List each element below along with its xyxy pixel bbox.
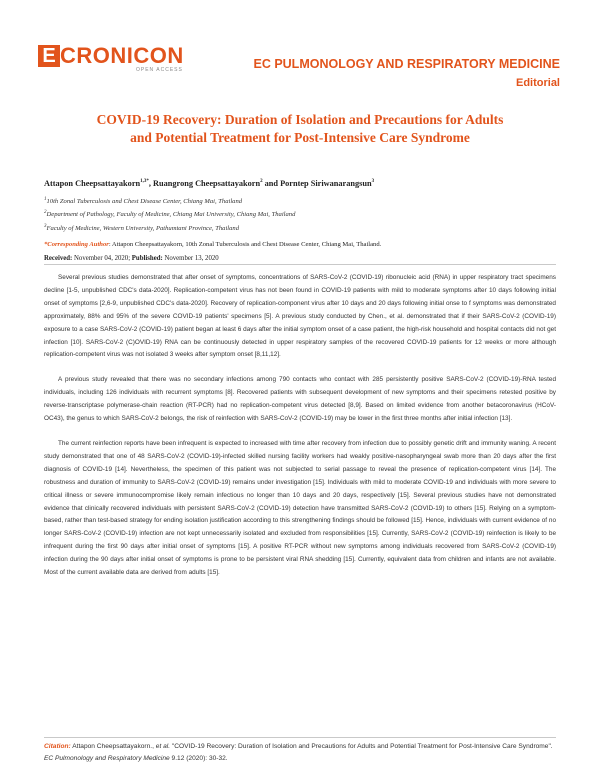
title-line-2: and Potential Treatment for Post-Intensive Care Syndrome <box>130 129 470 145</box>
divider <box>44 264 556 265</box>
author-1: Attapon Cheepsattayakorn <box>44 178 141 188</box>
author-2: Ruangrong Cheepsattayakorn <box>153 178 261 188</box>
article-body <box>44 272 556 592</box>
paragraph-1: Several previous studies demonstrated that after onset of symptoms, concentrations of SARS-CoV-2 (COVID-19) ribonucleic acid (RNA) in upper respiratory tract specimens decline [1-5, unpublished CDC's data-2020]. Replication-competent virus has not been found in COVID-19 patients with mild to moderate symptoms after 10 days following initial onset of symptoms [2,6-9, unpublished CDC's data-2020]. Recovery of replication-component virus after 10 days and 20 days following initial onse to f symptoms was demonstrated approximately, 88% and 95% of the severe COVID-19 patients' specimens [5]. A previous study conducted by Chen., et al. demonstrated that if their SARS-CoV-2 (COVID-19) exposure to a case SARS-CoV-2 (COVID-19) patient began at least 6 days after the initial symptom onset of a case patient, the high-risk household and hospital contacts did not get infection [10]. SARS-CoV-2 (C)OVID-19) RNA can be continuously detected in upper respiratory samples of the recovered COVID-19 patients for 12 weeks or more although replication-competent virus was not isolated 3 weeks after symptom onset [8,11,12]. <box>44 274 556 359</box>
divider <box>44 737 556 738</box>
citation-etal: et al. <box>155 743 171 750</box>
paragraph-3: The current reinfection reports have been infrequent is expected to increased with time after recovery from infection due to possibly genetic drift and immunity waning. A recent study demonstrated that one of 48 SARS-CoV-2 (COVID-19)-infected skilled nursing facility workers had weakly positive-nasopharyngeal swab more than 20 days after the first diagnosis of COVID-19 [14]. Nevertheless, the specimen of this patient was not subjected to serial passage to reveal the presence of replication-competent virus [14]. The robustness and duration of immunity to SARS-CoV-2 (COVID-19) remains under investigation [15]. Individuals with mild to moderate COVID-19 and individuals with more severe to critical illness or severe immunocompromise likely remain infectious no longer than 10 days and 20 days, respectively [15]. Several previous studies have not demonstrated evidence that clinically recovered individuals with persistent SARS-CoV-2 (COVID-19) detection have transmitted SARS-CoV-2 (COVID-19) to others [15]. Relying on a symptom-based, rather than test-based strategy for ending isolation justification according to this strengthening findings should be followed [15]. Hence, individuals with current evidence of no longer SARS-CoV-2 (COVID-19) infection are not kept unnecessarily isolated and excluded from responsibilities [15]. Currently, SARS-CoV-2 (COVID-19) reinfection is likely to be infrequent during the first 90 days after initial onset of symptoms [15]. A positive RT-PCR without new symptoms among individuals recovered from SARS-CoV-2 (COVID-19) infection during the 90 days after initial onset of symptoms is prone to be persistent viral RNA shedding [15]. Currently, equivalent data from children and infants are not available. Most of the current available data are derived from adults [15]. <box>44 439 556 577</box>
article-dates <box>44 253 564 264</box>
citation-label: Citation: <box>44 743 71 750</box>
article-title <box>60 111 540 146</box>
logo-letter: E <box>38 45 60 67</box>
received-date: November 04, 2020; <box>72 254 132 262</box>
affiliation-text: Department of Pathology, Faculty of Medicine, Chiang Mai University, Chiang Mai, Thailand <box>46 211 296 219</box>
corresponding-label: *Corresponding Author <box>44 240 109 248</box>
journal-name: EC PULMONOLOGY AND RESPIRATORY MEDICINE <box>253 57 560 71</box>
author-list <box>44 176 564 189</box>
ecronicon-logo <box>38 43 203 75</box>
published-date: November 13, 2020 <box>162 254 219 262</box>
article-meta <box>44 176 564 264</box>
author-2-affiliation: 2 <box>260 179 263 184</box>
affiliation-2 <box>44 207 564 221</box>
author-separator: , <box>148 178 154 188</box>
affiliation-number: 3 <box>44 224 47 230</box>
corresponding-author <box>44 239 564 250</box>
title-line-1: COVID-19 Recovery: Duration of Isolation and Precautions for Adults <box>96 112 504 127</box>
citation-journal: EC Pulmonology and Respiratory Medicine <box>44 754 170 762</box>
page-header <box>0 0 600 100</box>
corresponding-text: : Attapon Cheepsattayakorn, 10th Zonal Tuberculosis and Chest Disease Center, Chiang Mai, Thailand. <box>108 240 382 248</box>
received-label: Received: <box>44 254 73 262</box>
author-3-affiliation: 3 <box>371 179 375 184</box>
citation-author: Attapon Cheepsattayakorn., <box>70 743 156 750</box>
affiliation-number: 1 <box>44 196 47 202</box>
citation <box>44 741 556 764</box>
affiliation-3 <box>44 221 564 235</box>
logo-word: CRONICON <box>60 43 184 68</box>
citation-title: "COVID-19 Recovery: Duration of Isolation and Precautions for Adults and Potential Treatment for Post-Intensive Care Syndrome". <box>170 743 553 750</box>
author-separator: and <box>262 178 281 188</box>
author-1-affiliation: 1,3* <box>140 179 149 184</box>
published-label: Published: <box>131 254 163 262</box>
affiliation-1 <box>44 194 564 208</box>
citation-volume: 9.12 (2020): 30-32. <box>169 754 228 762</box>
affiliation-text: 10th Zonal Tuberculosis and Chest Disease Center, Chiang Mai, Thailand <box>46 197 243 205</box>
author-3: Porntep Siriwanarangsun <box>280 178 372 188</box>
paragraph-2: A previous study revealed that there was no secondary infections among 790 contacts who contact with 285 persistently positive SARS-CoV-2 (COVID-19)-RNA tested individuals, including 126 individuals with recurrent symptoms [8]. Recovered patients with subsequent development of new symptoms and their specimens retested positive by reverse-transcriptase polymerase-chain reaction (RT-PCR) had no replication-competent virus detected [8,9]. Based on limited evidence from another betacoronavirus (HCoV-OC43), the genus to which SARS-CoV-2 belongs, the risk of reinfection with SARS-CoV-2 (COVID-19) may be lower in the first three months after initial infection [13]. <box>44 376 556 423</box>
logo-subtitle: OPEN ACCESS <box>136 67 183 73</box>
article-type: Editorial <box>515 77 560 89</box>
affiliation-number: 2 <box>44 210 47 216</box>
affiliation-text: Faculty of Medicine, Western University, Pathumtani Province, Thailand <box>46 225 240 233</box>
